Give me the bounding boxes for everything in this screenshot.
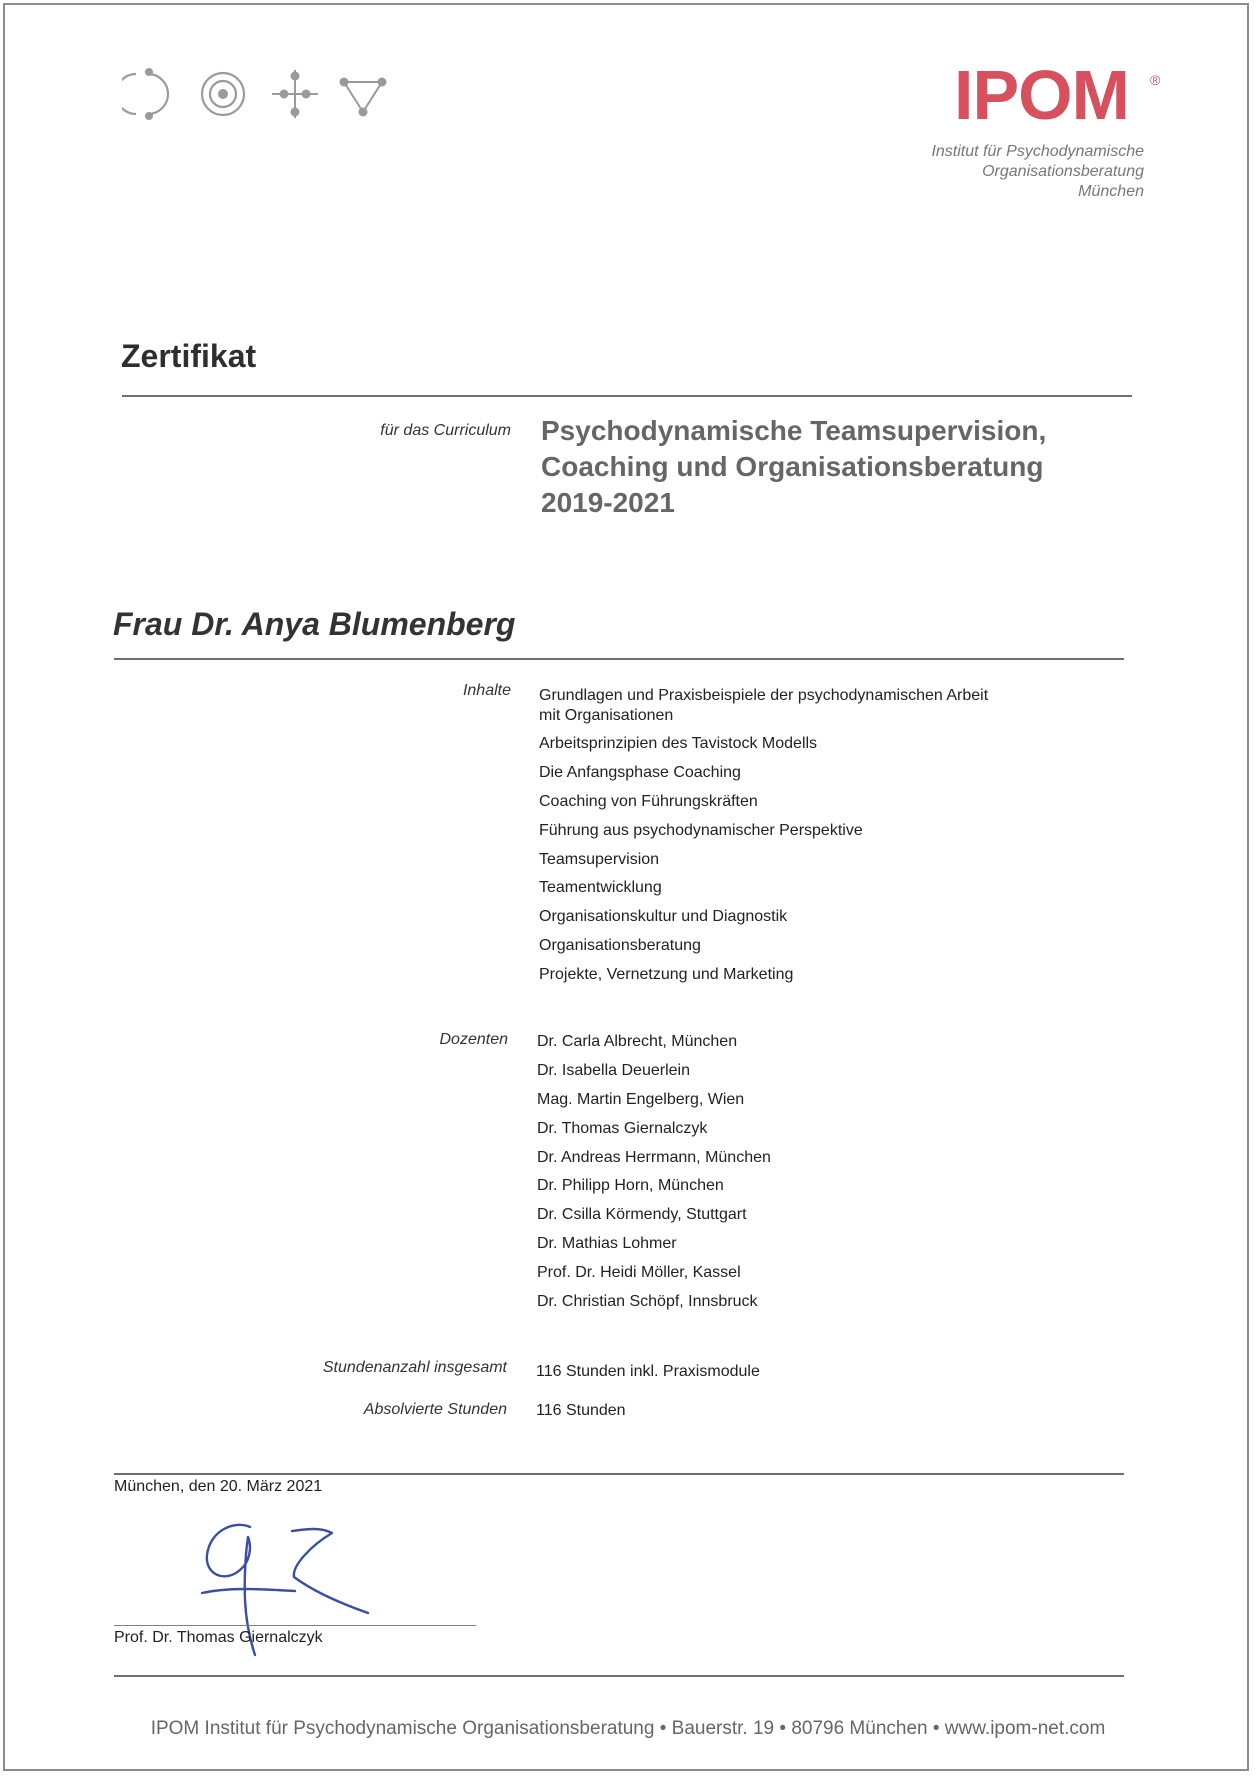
- triangle-nodes-icon: [340, 78, 387, 117]
- curriculum-title-line: Psychodynamische Teamsupervision,: [541, 415, 1047, 446]
- list-item: Die Anfangsphase Coaching: [539, 763, 741, 781]
- list-item: Coaching von Führungskräften: [539, 792, 758, 810]
- list-item: Dr. Andreas Herrmann, München: [537, 1148, 771, 1166]
- list-item: Mag. Martin Engelberg, Wien: [537, 1090, 745, 1108]
- registered-mark: ®: [1150, 72, 1161, 88]
- four-dot-cross-icon: [272, 70, 318, 118]
- institute-line: Institut für Psychodynamische: [931, 143, 1144, 160]
- list-item: Teamentwicklung: [539, 879, 662, 897]
- circle-arrows-icon: [122, 68, 168, 120]
- total-hours-label: Stundenanzahl insgesamt: [322, 1359, 507, 1376]
- list-item: Dr. Christian Schöpf, Innsbruck: [537, 1293, 758, 1311]
- total-hours-value: 116 Stunden inkl. Praxismodule: [536, 1363, 760, 1380]
- divider: [114, 658, 1124, 660]
- target-icon: [202, 73, 244, 115]
- completed-hours-value: 116 Stunden: [536, 1402, 626, 1419]
- signer-name: Prof. Dr. Thomas Giernalczyk: [114, 1629, 323, 1646]
- institute-line: München: [1078, 183, 1144, 200]
- list-item: Teamsupervision: [539, 850, 660, 868]
- certificate-title: Zertifikat: [121, 338, 257, 374]
- signature-line: [114, 1625, 476, 1626]
- list-item: Dr. Carla Albrecht, München: [537, 1033, 738, 1050]
- list-item: Prof. Dr. Heidi Möller, Kassel: [537, 1264, 741, 1282]
- curriculum-title-line: 2019-2021: [541, 487, 675, 518]
- list-item: Dr. Isabella Deuerlein: [537, 1061, 690, 1079]
- place-date: München, den 20. März 2021: [114, 1478, 323, 1495]
- curriculum-title-line: Coaching und Organisationsberatung: [541, 451, 1044, 482]
- institute-line: Organisationsberatung: [982, 163, 1144, 180]
- list-item: Dr. Mathias Lohmer: [537, 1235, 677, 1253]
- contents-label: Inhalte: [462, 682, 511, 699]
- curriculum-label: für das Curriculum: [380, 422, 511, 439]
- brand-symbols: [122, 62, 402, 134]
- lecturers-label: Dozenten: [439, 1031, 508, 1048]
- list-item: Projekte, Vernetzung und Marketing: [539, 966, 794, 984]
- ipom-logo: IPOM: [954, 56, 1129, 134]
- list-item: Grundlagen und Praxisbeispiele der psychodynamischen Arbeit mit Organisationen: [539, 687, 989, 724]
- list-item: Dr. Csilla Körmendy, Stuttgart: [537, 1206, 747, 1224]
- divider: [114, 1473, 1124, 1475]
- divider: [114, 1675, 1124, 1677]
- list-item: Führung aus psychodynamischer Perspektive: [539, 821, 863, 839]
- divider: [122, 395, 1132, 397]
- list-item: Organisationsberatung: [539, 937, 701, 955]
- list-item: Dr. Thomas Giernalczyk: [537, 1119, 708, 1137]
- list-item: Arbeitsprinzipien des Tavistock Modells: [539, 735, 818, 752]
- list-item: Dr. Philipp Horn, München: [537, 1177, 724, 1195]
- footer-address: IPOM Institut für Psychodynamische Organisationsberatung • Bauerstr. 19 • 80796 München • www.ipom-net.com: [150, 1718, 1106, 1739]
- list-item: Organisationskultur und Diagnostik: [539, 908, 788, 926]
- recipient-name: Frau Dr. Anya Blumenberg: [113, 606, 516, 642]
- contents-list: [539, 686, 999, 994]
- lecturers-list: [537, 1032, 771, 1321]
- institute-name: [931, 142, 1144, 202]
- completed-hours-label: Absolvierte Stunden: [363, 1401, 507, 1418]
- curriculum-title: [541, 413, 1046, 521]
